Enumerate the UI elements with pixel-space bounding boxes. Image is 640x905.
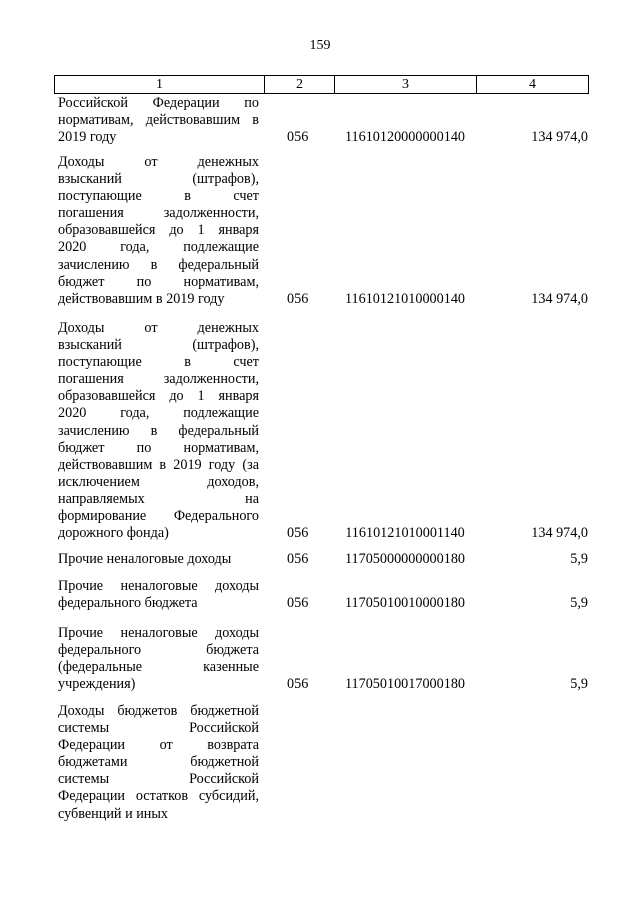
table-row bbox=[58, 95, 588, 146]
description-line: дорожного фонда) bbox=[58, 525, 169, 542]
description-line: направляемых на bbox=[58, 490, 259, 507]
description-line: погашения задолженности, bbox=[58, 371, 259, 388]
admin-code: 056 bbox=[287, 525, 309, 542]
admin-code: 056 bbox=[287, 595, 309, 612]
column-header-3: 3 bbox=[335, 76, 477, 93]
description-line: поступающие в счет bbox=[58, 354, 259, 371]
budget-classification-code: 11705000000000180 bbox=[344, 551, 466, 567]
description-line: системы Российской bbox=[58, 771, 259, 788]
description-line: исключением доходов, bbox=[58, 473, 259, 490]
amount: 134 974,0 bbox=[531, 290, 588, 307]
description-line: бюджет по нормативам, bbox=[58, 273, 259, 290]
budget-classification-code: 11610120000000140 bbox=[344, 129, 466, 146]
description-line: учреждения) bbox=[58, 676, 136, 693]
description-line: бюджет по нормативам, bbox=[58, 439, 259, 456]
row-description bbox=[58, 95, 259, 146]
page-number: 159 bbox=[309, 38, 331, 53]
admin-code: 056 bbox=[287, 676, 309, 693]
budget-classification-code: 11705010017000180 bbox=[344, 676, 466, 693]
description-line: формирование Федерального bbox=[58, 508, 259, 525]
amount: 134 974,0 bbox=[531, 129, 588, 146]
column-header-4: 4 bbox=[529, 77, 536, 92]
table-row bbox=[58, 625, 588, 693]
row-description bbox=[58, 320, 259, 542]
amount: 5,9 bbox=[570, 595, 588, 612]
budget-classification-code: 11610121010001140 bbox=[345, 525, 465, 542]
description-line: зачислению в федеральный bbox=[58, 422, 259, 439]
admin-code: 056 bbox=[287, 290, 309, 307]
description-line: (федеральные казенные bbox=[58, 659, 259, 676]
description-line: Прочие неналоговые доходы bbox=[58, 578, 259, 594]
description-line: бюджетами бюджетной bbox=[58, 754, 259, 771]
description-line: Доходы от денежных bbox=[58, 154, 259, 170]
budget-classification-code: 11610121010000140 bbox=[344, 290, 466, 307]
row-description bbox=[58, 703, 259, 823]
description-line: нормативам, действовавшим в bbox=[58, 112, 259, 129]
description-line: Доходы бюджетов бюджетной bbox=[58, 703, 259, 719]
description-line: поступающие в счет bbox=[58, 188, 259, 205]
description-line: Российской Федерации по bbox=[58, 95, 259, 111]
amount: 5,9 bbox=[570, 676, 588, 693]
amount: 134 974,0 bbox=[531, 525, 588, 542]
description-line: Доходы от денежных bbox=[58, 320, 259, 336]
description-line: 2020 года, подлежащие bbox=[58, 405, 259, 422]
admin-code: 056 bbox=[287, 129, 309, 146]
description-line: зачислению в федеральный bbox=[58, 256, 259, 273]
description-line: Прочие неналоговые доходы bbox=[58, 551, 232, 567]
description-line: Федерации остатков субсидий, bbox=[58, 788, 259, 805]
table-row bbox=[58, 578, 588, 612]
budget-classification-code: 11705010010000180 bbox=[344, 595, 466, 612]
row-description bbox=[58, 154, 259, 308]
description-line: действовавшим в 2019 году (за bbox=[58, 456, 259, 473]
row-description bbox=[58, 625, 259, 693]
description-line: действовавшим в 2019 году bbox=[58, 290, 225, 307]
description-line: субвенций и иных bbox=[58, 805, 169, 822]
table-row bbox=[58, 551, 588, 568]
description-line: взысканий (штрафов), bbox=[58, 337, 259, 354]
description-line: федерального бюджета bbox=[58, 642, 259, 659]
description-line: образовавшейся до 1 января bbox=[58, 388, 259, 405]
description-line: 2019 году bbox=[58, 129, 117, 146]
description-line: 2020 года, подлежащие bbox=[58, 239, 259, 256]
description-line: взысканий (штрафов), bbox=[58, 171, 259, 188]
table-row bbox=[58, 154, 588, 308]
description-line: системы Российской bbox=[58, 720, 259, 737]
amount: 5,9 bbox=[570, 551, 588, 567]
table-row bbox=[58, 703, 588, 823]
description-line: погашения задолженности, bbox=[58, 205, 259, 222]
table-header bbox=[54, 75, 589, 94]
row-description bbox=[58, 578, 259, 612]
description-line: федерального бюджета bbox=[58, 595, 198, 612]
description-line: Федерации от возврата bbox=[58, 737, 259, 754]
column-header-1: 1 bbox=[55, 76, 265, 93]
row-description bbox=[58, 551, 259, 568]
column-header-2: 2 bbox=[265, 76, 335, 93]
description-line: Прочие неналоговые доходы bbox=[58, 625, 259, 641]
description-line: образовавшейся до 1 января bbox=[58, 222, 259, 239]
table-row bbox=[58, 320, 588, 542]
admin-code: 056 bbox=[287, 551, 309, 567]
